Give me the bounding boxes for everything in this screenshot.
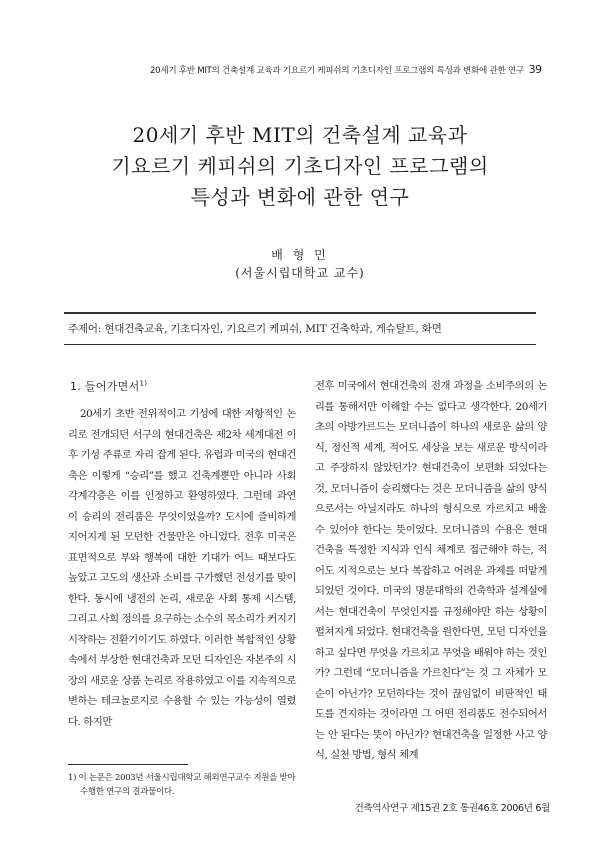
keywords-box (64, 312, 536, 345)
footnote-text: 1) 이 논문은 2003년 서울시립대학교 해외연구교수 지원을 받아 수행한 연구의 결과물이다. (68, 773, 296, 797)
right-column (315, 376, 547, 766)
journal-footer: 건축역사연구 제15권 2호 통권46호 2006년 6월 (354, 803, 550, 814)
section-heading-text: 1. 들어가면서 (70, 380, 140, 393)
body-paragraph-left: 20세기 초반 전위적이고 기성에 대한 저항적인 논리로 전개되던 서구의 현대건축은 제2차 세계대전 이후 기성 주류로 자리 잡게 된다. 유럽과 미국의 현대건축은 이렇게 “승리”를 했고 건축계뿐만 아니라 사회 각계각층은 이를 인정하고 환영하였다. 그런데 과연 이 승리의 전리품은 무엇이었을까? 도시에 즐비하게 지어지게 된 모던한 건물만은 아니었다. 전후 미국은 표면적으로 부와 행복에 대한 기대가 어느 때보다도 높았고 고도의 생산과 소비를 구가했던 전성기를 맞이한다. 동시에 냉전의 논리, 새로운 사회 통제 시스템, 그리고 사회 정의를 요구하는 소수의 목소리가 커지기 시작하는 전환기이기도 하였다. 이러한 복합적인 상황 속에서 부상한 현대건축과 모던 디자인은 자본주의 시장의 새로운 상품 논리로 작용하였고 이를 지속적으로 변하는 테크놀로지로 수용할 수 있는 가능성이 열렸다. 하지만 (68, 408, 296, 728)
footnote-rule (68, 764, 188, 765)
running-header (150, 64, 542, 76)
paper-title (40, 120, 560, 213)
section-heading (70, 378, 296, 394)
footnote (68, 764, 296, 799)
page-number: 39 (528, 64, 542, 76)
title-line-2: 기요르기 케피쉬의 기초디자인 프로그램의 (111, 154, 489, 178)
author-affiliation: (서울시립대학교 교수) (235, 266, 365, 280)
running-header-title: 20세기 후반 MIT의 건축설계 교육과 기요르기 케피쉬의 기초디자인 프로그램의 특성과 변화에 관한 연구 (150, 66, 524, 76)
author-name: 배 형 민 (271, 248, 329, 262)
keywords: 주제어: 현대건축교육, 기초디자인, 기요르기 케피쉬, MIT 건축학과, 게슈탈트, 화면 (68, 323, 442, 335)
body-paragraph-right: 전후 미국에서 현대건축의 전개 과정을 소비주의의 논리를 통해서만 이해할 수는 없다고 생각한다. 20세기 초의 아방가르드는 모더니즘이 하나의 새로운 삶의 양식, 정신적 세계, 적어도 세상을 보는 새로운 방식이라고 주장하지 않았던가? 현대건축이 보편화 되었다는 것, 모더니즘이 승리했다는 것은 모더니즘을 삶의 양식으로서는 아닐지라도 하나의 형식으로 가르치고 배울 수 있어야 한다는 뜻이었다. 모더니즘의 수용은 현대 건축을 특정한 지식과 인식 체계로 접근해야 하는, 적어도 지적으로는 보다 복잡하고 어려운 과제를 떠맡게 되었던 것이다. 미국의 명문대학의 건축학과 설계실에서는 현대건축이 무엇인지를 규정해야만 하는 상황이 펼쳐지게 되었다. 현대건축을 원한다면, 모던 디자인을 하고 싶다면 무엇을 가르치고 무엇을 배워야 하는 것인가? 그런데 “모더니즘을 가르친다”는 것 그 자체가 모순이 아닌가? 모던하다는 것이 끊임없이 비판적인 태도를 견지하는 것이라면 그 어떤 전리품도 전수되어서는 안 된다는 뜻이 아닌가? 현대건축을 일정한 사고 양식, 실천 방법, 형식 체계 (315, 380, 547, 761)
title-line-3: 특성과 변화에 관한 연구 (190, 185, 410, 209)
left-column (68, 378, 296, 732)
title-line-1: 20세기 후반 MIT의 건축설계 교육과 (132, 123, 468, 147)
footnote-mark: 1) (139, 379, 148, 388)
